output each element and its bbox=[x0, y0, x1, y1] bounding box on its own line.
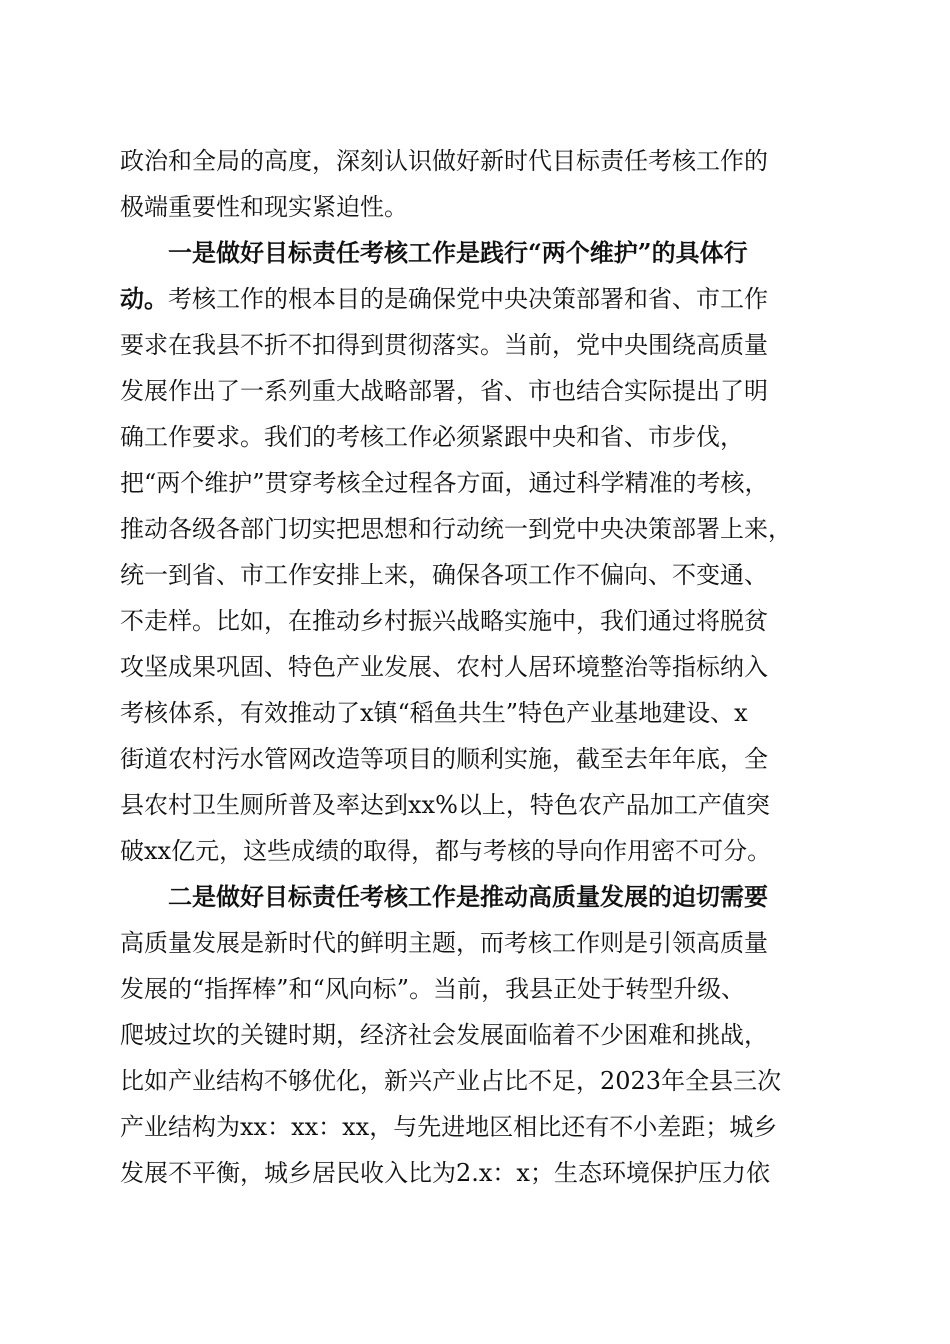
paragraph-line: 考核体系，有效推动了x镇“稻鱼共生”特色产业基地建设、x bbox=[120, 699, 748, 727]
paragraph-line: 高质量发展是新时代的鲜明主题，而考核工作则是引领高质量 bbox=[120, 929, 768, 957]
paragraph-line: 爬坡过坎的关键时期，经济社会发展面临着不少困难和挑战， bbox=[120, 1021, 768, 1049]
paragraph-line: 发展的“指挥棒”和“风向标”。当前，我县正处于转型升级、 bbox=[120, 975, 746, 1003]
section-heading-1: 一是做好目标责任考核工作是践行“两个维护”的具体行 bbox=[168, 238, 748, 267]
paragraph-line: 发展作出了一系列重大战略部署，省、市也结合实际提出了明 bbox=[120, 377, 768, 405]
section-heading-2: 二是做好目标责任考核工作是推动高质量发展的迫切需要 bbox=[168, 882, 768, 911]
paragraph-line: 攻坚成果巩固、特色产业发展、农村人居环境整治等指标纳入 bbox=[120, 653, 768, 681]
paragraph-line: 把“两个维护”贯穿考核全过程各方面，通过科学精准的考核， bbox=[120, 469, 769, 497]
paragraph-line: 考核工作的根本目的是确保党中央决策部署和省、市工作 bbox=[168, 285, 768, 313]
paragraph-line: 县农村卫生厕所普及率达到xx%以上，特色农产品加工产值突 bbox=[120, 791, 770, 819]
paragraph-line: 比如产业结构不够优化，新兴产业占比不足，2023年全县三次 bbox=[120, 1067, 782, 1095]
section-heading-1-end: 动。 bbox=[120, 284, 168, 313]
paragraph-line: 极端重要性和现实紧迫性。 bbox=[120, 193, 408, 221]
paragraph-line: 街道农村污水管网改造等项目的顺利实施，截至去年年底，全 bbox=[120, 745, 768, 773]
paragraph-line: 不走样。比如，在推动乡村振兴战略实施中，我们通过将脱贫 bbox=[120, 607, 768, 635]
paragraph-line: 确工作要求。我们的考核工作必须紧跟中央和省、市步伐， bbox=[120, 423, 744, 451]
paragraph-line: 产业结构为xx：xx：xx，与先进地区相比还有不小差距；城乡 bbox=[120, 1113, 778, 1141]
paragraph-line: 政治和全局的高度，深刻认识做好新时代目标责任考核工作的 bbox=[120, 147, 768, 175]
paragraph-line: 要求在我县不折不扣得到贯彻落实。当前，党中央围绕高质量 bbox=[120, 331, 768, 359]
paragraph-line: 破xx亿元，这些成绩的取得，都与考核的导向作用密不可分。 bbox=[120, 837, 772, 865]
paragraph-line: 推动各级各部门切实把思想和行动统一到党中央决策部署上来， bbox=[120, 515, 792, 543]
paragraph-line: 发展不平衡，城乡居民收入比为2.x：x；生态环境保护压力依 bbox=[120, 1159, 770, 1187]
paragraph-line: 统一到省、市工作安排上来，确保各项工作不偏向、不变通、 bbox=[120, 561, 768, 589]
